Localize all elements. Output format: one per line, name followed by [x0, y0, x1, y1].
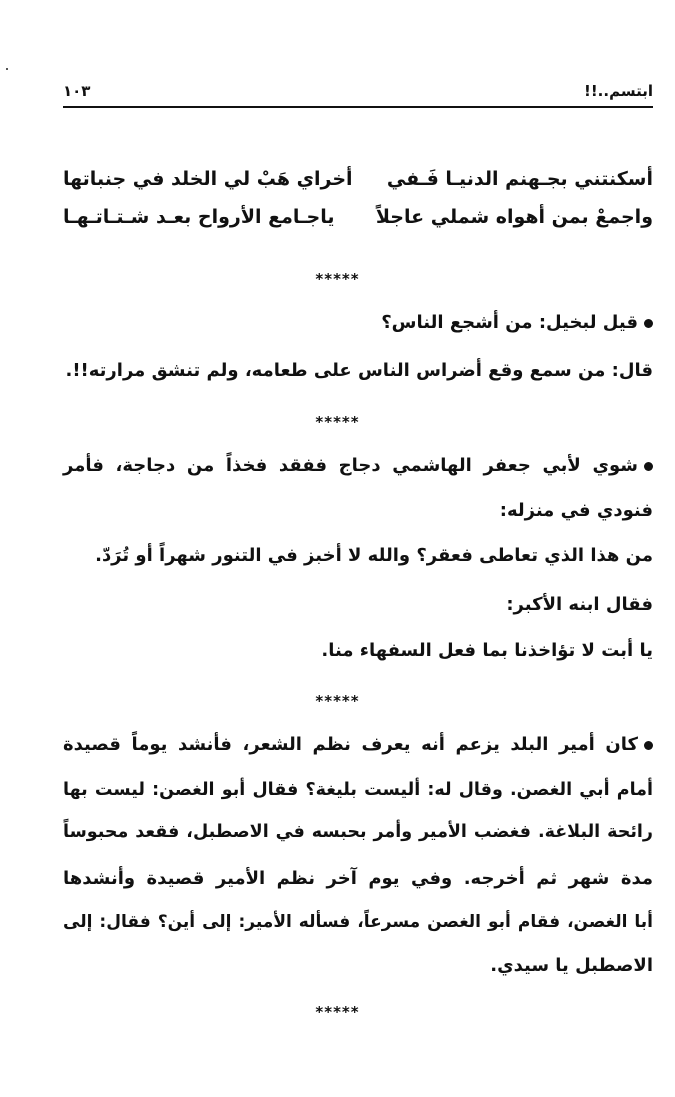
poem-verse-1: [63, 168, 653, 202]
anecdote-3-text-1: كان أمير البلد يزعم أنه يعرف نظم الشعر، فأنشد يوماً قصيدة: [63, 734, 638, 755]
anecdote-3-line-2: أمام أبي الغصن. وقال له: أليست بليغة؟ فقال أبو الغصن: ليست بها: [63, 780, 653, 800]
separator-stars: *****: [315, 692, 360, 710]
bullet-icon: [644, 462, 653, 471]
page-number: ١٠٣: [63, 82, 91, 100]
book-title: ابتسم..!!: [583, 82, 653, 100]
anecdote-1-line-1: [63, 312, 653, 333]
verse-2-right-hemistich: واجمعْ بمن أهواه شملي عاجلاً: [375, 206, 653, 228]
anecdote-3-line-1: [63, 734, 653, 755]
poem-verse-2: [63, 206, 653, 240]
anecdote-2-line-5: يا أبت لا تؤاخذنا بما فعل السفهاء منا.: [321, 640, 653, 661]
running-header: [63, 82, 653, 104]
anecdote-3-line-6: الاصطبل يا سيدي.: [490, 955, 653, 976]
anecdote-2-text-1: شوي لأبي جعفر الهاشمي دجاج ففقد فخذاً من دجاجة، فأمر: [63, 455, 638, 476]
anecdote-2-line-1: [63, 455, 653, 476]
anecdote-1-line-2: قال: من سمع وقع أضراس الناس على طعامه، ولم تنشق مرارته!!.: [65, 360, 653, 381]
anecdote-3-line-3: رائحة البلاغة. فغضب الأمير وأمر بحبسه في الاصطبل، فقعد محبوساً: [63, 822, 653, 842]
separator-stars: *****: [315, 270, 360, 288]
separator-stars: *****: [315, 413, 360, 431]
anecdote-2-line-4: فقال ابنه الأكبر:: [506, 594, 653, 615]
verse-1-right-hemistich: أسكنتني بجـهنم الدنيـا فَـفي: [386, 168, 653, 190]
bullet-icon: [644, 319, 653, 328]
anecdote-1-text-1: قيل لبخيل: من أشجع الناس؟: [381, 312, 638, 333]
anecdote-3-line-4: مدة شهر ثم أخرجه. وفي يوم آخر نظم الأمير قصيدة وأنشدها: [63, 868, 653, 889]
header-rule: [63, 106, 653, 108]
bullet-icon: [644, 741, 653, 750]
anecdote-3-line-5: أبا الغصن، فقام أبو الغصن مسرعاً، فسأله الأمير: إلى أين؟ فقال: إلى: [63, 912, 653, 932]
anecdote-2-line-2: فنودي في منزله:: [499, 500, 653, 521]
anecdote-2-line-3: من هذا الذي تعاطى فعقر؟ والله لا أخبز في التنور شهراً أو تُرَدّ.: [95, 545, 653, 566]
separator-stars: *****: [315, 1003, 360, 1021]
verse-2-left-hemistich: ياجـامع الأرواح بعـد شـتـاتـهـا: [63, 206, 335, 228]
verse-1-left-hemistich: أخراي هَبْ لي الخلد في جنباتها: [63, 168, 353, 190]
scan-speck: [6, 68, 8, 70]
